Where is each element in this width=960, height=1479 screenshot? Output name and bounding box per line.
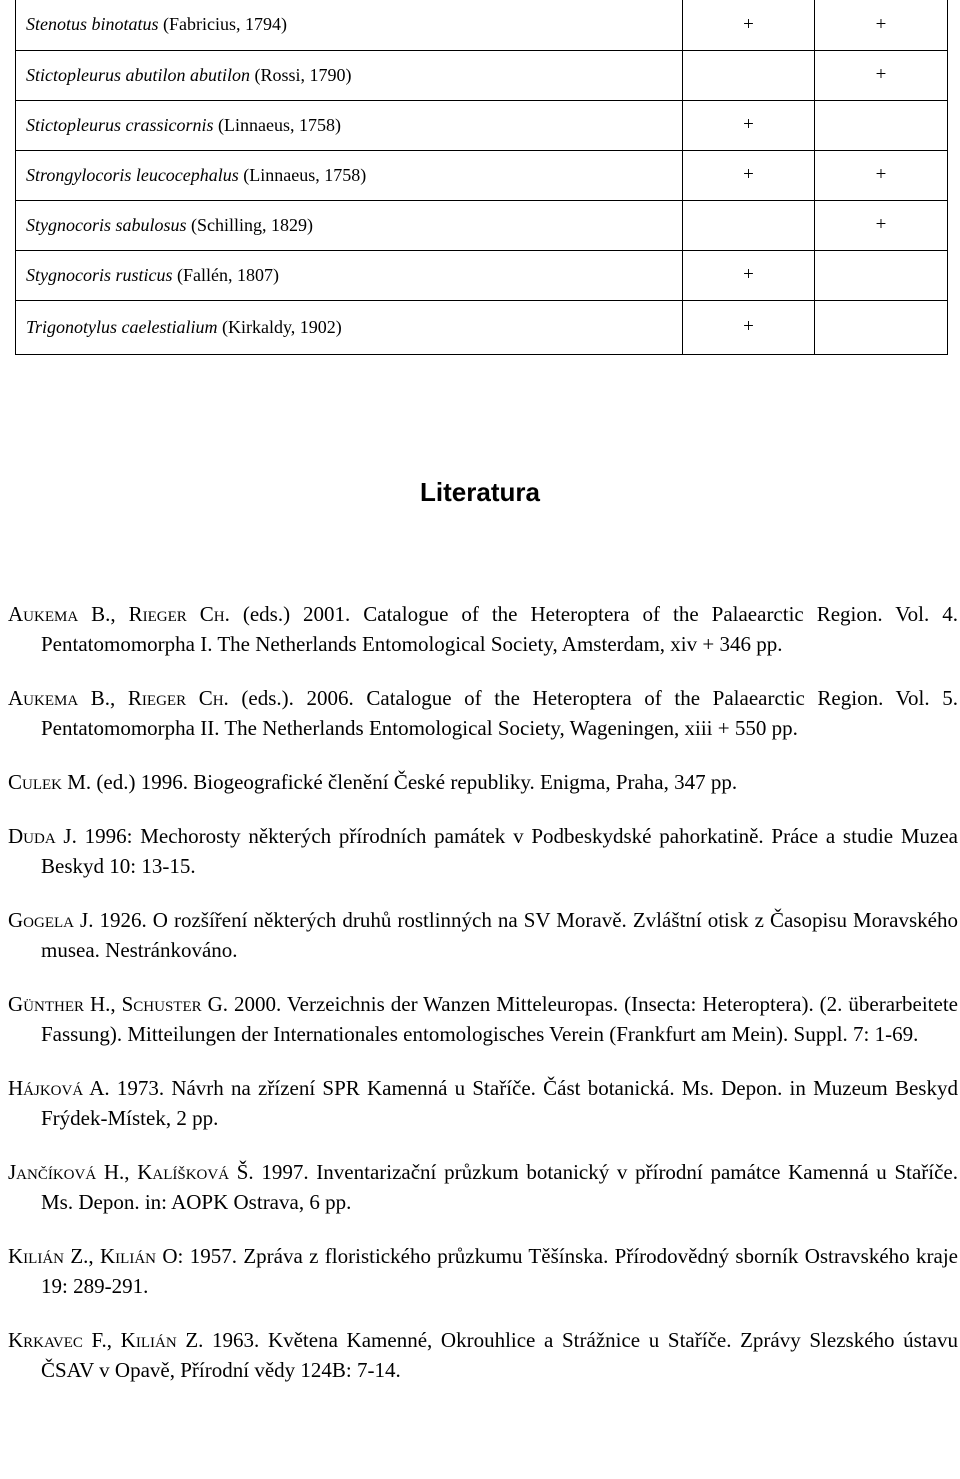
species-authority: (Schilling, 1829) [191,214,314,235]
presence-cell-2: + [815,50,948,100]
species-authority: (Kirkaldy, 1902) [222,316,342,337]
reference-text: 1926. O rozšíření některých druhů rostlinných na SV Moravě. Zvláštní otisk z Časopisu Moravského musea. Nestránkováno. [41,908,958,962]
reference-text: (eds.) 2001. Catalogue of the Heteroptera of the Palaearctic Region. Vol. 4. Pentatomomorpha I. The Netherlands Entomological Society, Amsterdam, xiv + 346 pp. [41,602,958,656]
species-name: Stictopleurus abutilon abutilon [26,64,250,85]
presence-cell-2 [815,100,948,150]
reference-authors: Hájková A. [8,1076,110,1100]
reference-entry [8,905,958,965]
species-name: Stygnocoris rusticus [26,264,173,285]
reference-authors: Gogela J. [8,908,94,932]
species-cell [16,100,683,150]
reference-authors: Aukema B., Rieger Ch. [8,686,229,710]
literature-heading: Literatura [420,477,540,507]
reference-entry [8,683,958,743]
presence-cell-2: + [815,150,948,200]
presence-cell-1 [683,200,815,250]
reference-entry [8,1241,958,1301]
reference-text: 1997. Inventarizační průzkum botanický v přírodní památce Kamenná u Staříče. Ms. Depon. in: AOPK Ostrava, 6 pp. [41,1160,958,1214]
species-name: Stictopleurus crassicornis [26,114,214,135]
table-row [16,150,948,200]
species-cell [16,0,683,50]
reference-text: 1996: Mechorosty některých přírodních památek v Podbeskydské pahorkatině. Práce a studie Muzea Beskyd 10: 13-15. [41,824,959,878]
reference-authors: Aukema B., Rieger Ch. [8,602,230,626]
species-authority: (Fallén, 1807) [177,264,279,285]
presence-cell-2: + [815,200,948,250]
presence-cell-1 [683,50,815,100]
reference-entry [8,1325,958,1385]
species-name: Stygnocoris sabulosus [26,214,187,235]
reference-entry [8,599,958,659]
presence-cell-1: + [683,150,815,200]
presence-cell-1: + [683,100,815,150]
reference-authors: Günther H., Schuster G. [8,992,229,1016]
reference-text: (ed.) 1996. Biogeografické členění České republiky. Enigma, Praha, 347 pp. [91,770,738,794]
species-authority: (Linnaeus, 1758) [218,114,341,135]
species-authority: (Rossi, 1790) [254,64,352,85]
presence-cell-2 [815,250,948,300]
reference-text: (eds.). 2006. Catalogue of the Heteroptera of the Palaearctic Region. Vol. 5. Pentatomomorpha II. The Netherlands Entomological Society, Wageningen, xiii + 550 pp. [41,686,958,740]
presence-cell-2 [815,300,948,354]
species-table-body [16,0,948,354]
presence-cell-1: + [683,250,815,300]
species-name: Strongylocoris leucocephalus [26,164,239,185]
reference-authors: Kilián Z., Kilián O: [8,1244,184,1268]
species-cell [16,50,683,100]
reference-text: 2000. Verzeichnis der Wanzen Mitteleuropas. (Insecta: Heteroptera). (2. überarbeitete Fassung). Mitteilungen der Internationales entomologisches Verein (Frankfurt am Mein). Suppl. 7: 1-69. [41,992,958,1046]
table-row [16,0,948,50]
species-cell [16,200,683,250]
reference-entry [8,1073,958,1133]
presence-cell-1: + [683,300,815,354]
table-row [16,250,948,300]
presence-cell-2: + [815,0,948,50]
reference-entry [8,989,958,1049]
table-row [16,100,948,150]
species-cell [16,150,683,200]
reference-text: 1963. Květena Kamenné, Okrouhlice a Strážnice u Staříče. Zprávy Slezského ústavu ČSAV v Opavě, Přírodní vědy 124B: 7-14. [41,1328,959,1382]
reference-list [8,599,958,1385]
species-table [15,0,948,355]
table-row [16,300,948,354]
species-name: Stenotus binotatus [26,14,159,35]
species-authority: (Fabricius, 1794) [163,14,287,35]
table-row [16,200,948,250]
reference-entry [8,767,958,797]
reference-text: 1973. Návrh na zřízení SPR Kamenná u Staříče. Část botanická. Ms. Depon. in Muzeum Beskyd Frýdek-Místek, 2 pp. [41,1076,958,1130]
reference-entry [8,1157,958,1217]
reference-text: 1957. Zpráva z floristického průzkumu Těšínska. Přírodovědný sborník Ostravského kraje 19: 289-291. [41,1244,959,1298]
reference-authors: Duda J. [8,824,77,848]
presence-cell-1: + [683,0,815,50]
species-cell [16,250,683,300]
species-cell [16,300,683,354]
table-row [16,50,948,100]
reference-entry [8,821,958,881]
species-authority: (Linnaeus, 1758) [243,164,367,185]
reference-authors: Culek M. [8,770,92,794]
reference-authors: Krkavec F., Kilián Z. [8,1328,204,1352]
species-name: Trigonotylus caelestialium [26,316,218,337]
reference-authors: Jančíková H., Kalíšková Š. [8,1160,254,1184]
